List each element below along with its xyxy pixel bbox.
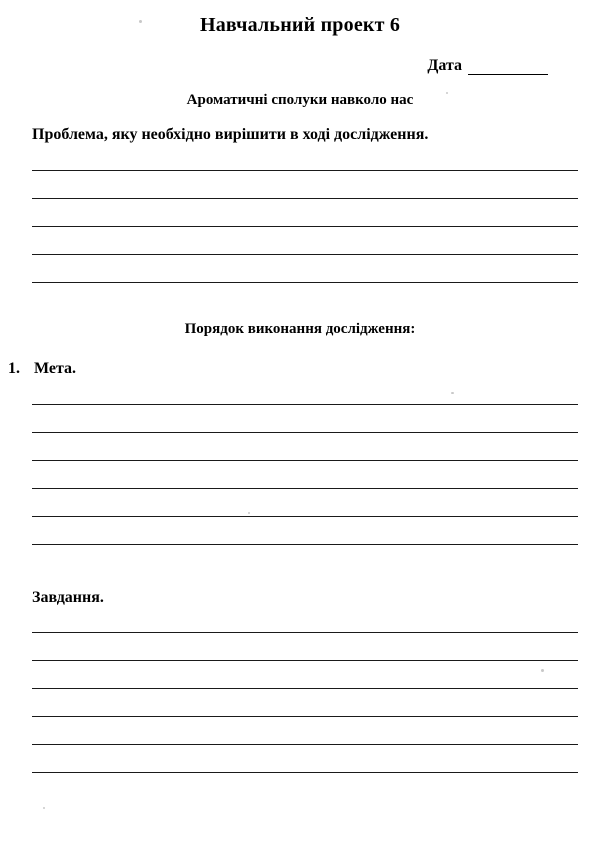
writing-line[interactable] <box>32 282 578 283</box>
writing-line[interactable] <box>32 660 578 661</box>
writing-line[interactable] <box>32 772 578 773</box>
writing-line[interactable] <box>32 198 578 199</box>
paper-speck <box>451 392 454 394</box>
writing-line[interactable] <box>32 460 578 461</box>
writing-line[interactable] <box>32 170 578 171</box>
problem-answer-lines[interactable] <box>0 170 600 283</box>
page-title: Навчальний проект 6 <box>199 14 401 36</box>
writing-line[interactable] <box>32 688 578 689</box>
paper-speck <box>541 669 544 672</box>
paper-speck <box>446 92 448 94</box>
writing-line[interactable] <box>32 544 578 545</box>
goal-answer-lines[interactable] <box>0 404 600 545</box>
writing-line[interactable] <box>32 226 578 227</box>
section-heading: Порядок виконання дослідження: <box>184 321 416 337</box>
date-input-line[interactable] <box>468 59 548 75</box>
writing-line[interactable] <box>32 404 578 405</box>
writing-line[interactable] <box>32 716 578 717</box>
paper-speck <box>43 807 45 809</box>
list-item-label: Мета. <box>34 360 77 377</box>
worksheet-page <box>0 14 600 854</box>
writing-line[interactable] <box>32 516 578 517</box>
writing-line[interactable] <box>32 632 578 633</box>
task-answer-lines[interactable] <box>0 632 600 773</box>
problem-statement: Проблема, яку необхідно вирішити в ході дослідження. <box>32 126 429 143</box>
paper-speck <box>139 20 142 23</box>
list-item-task: Завдання. <box>32 589 104 606</box>
writing-line[interactable] <box>32 744 578 745</box>
date-label: Дата <box>427 57 462 74</box>
writing-line[interactable] <box>32 432 578 433</box>
project-subtitle: Ароматичні сполуки навколо нас <box>186 92 414 108</box>
paper-speck <box>248 512 250 514</box>
list-item-goal <box>0 360 600 378</box>
writing-line[interactable] <box>32 254 578 255</box>
date-field-row <box>0 57 600 75</box>
writing-line[interactable] <box>32 488 578 489</box>
list-item-number: 1. <box>8 360 20 377</box>
